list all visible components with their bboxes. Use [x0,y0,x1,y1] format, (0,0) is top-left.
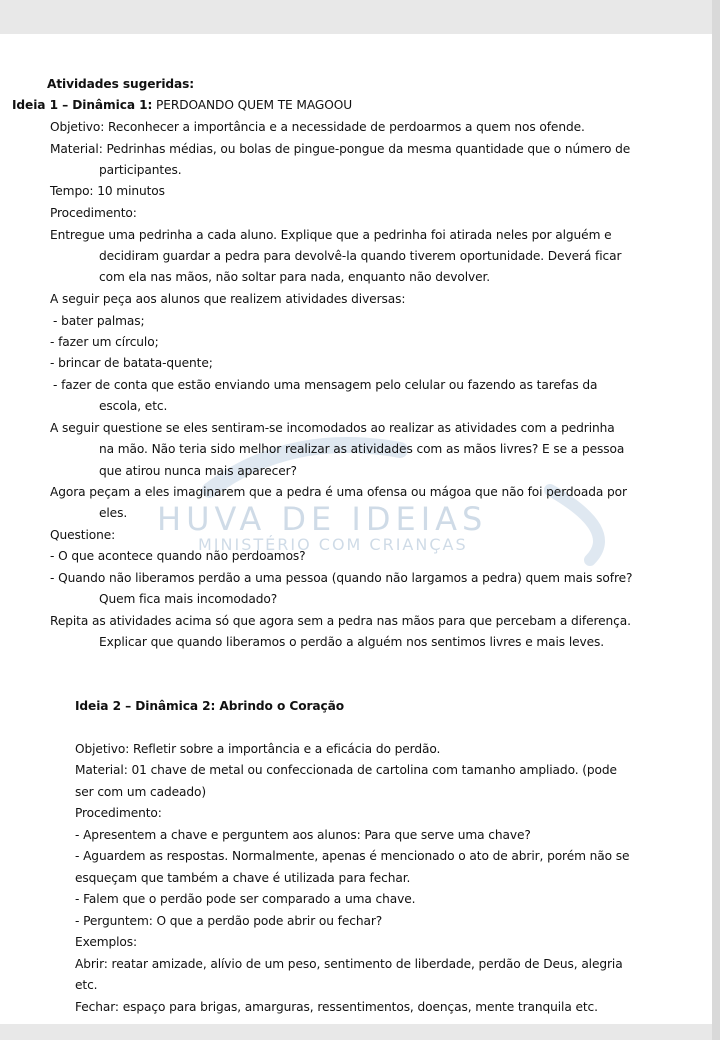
body-line: Fechar: espaço para brigas, amarguras, ressentimentos, doenças, mente tranquila etc. [75,1000,598,1014]
body-line: - Aguardem as respostas. Normalmente, apenas é mencionado o ato de abrir, porém não se [75,849,630,863]
body-line: Agora peçam a eles imaginarem que a pedra é uma ofensa ou mágoa que não foi perdoada por [50,485,627,499]
scroll-edge [712,0,720,1040]
body-line: esqueçam que também a chave é utilizada para fechar. [75,871,411,885]
body-line: - O que acontece quando não perdoamos? [50,549,306,563]
body-line: Material: Pedrinhas médias, ou bolas de pingue-pongue da mesma quantidade que o número de [50,142,631,156]
body-line: que atirou nunca mais aparecer? [99,464,297,478]
idea2-title: Ideia 2 – Dinâmica 2: Abrindo o Coração [75,699,345,713]
body-line: participantes. [99,163,182,177]
body-line: Entregue uma pedrinha a cada aluno. Explique que a pedrinha foi atirada neles por alguém e [50,228,612,242]
body-line: - brincar de batata-quente; [50,356,213,370]
section1-heading: Atividades sugeridas: [47,77,195,91]
body-line: ser com um cadeado) [75,785,207,799]
body-line: Explicar que quando liberamos o perdão a alguém nos sentimos livres e mais leves. [99,635,605,649]
body-line: decidiram guardar a pedra para devolvê-la quando tiverem oportunidade. Deverá ficar [99,249,622,263]
body-line: - fazer um círculo; [50,335,159,349]
body-line: A seguir questione se eles sentiram-se incomodados ao realizar as atividades com a pedrinha [50,421,615,435]
body-line: Tempo: 10 minutos [50,184,165,198]
body-line: Material: 01 chave de metal ou confeccionada de cartolina com tamanho ampliado. (pode [75,763,617,777]
body-line: Objetivo: Reconhecer a importância e a necessidade de perdoarmos a quem nos ofende. [50,120,585,134]
body-line: - Falem que o perdão pode ser comparado a uma chave. [75,892,416,906]
body-line: - Perguntem: O que a perdão pode abrir ou fechar? [75,914,383,928]
body-line: na mão. Não teria sido melhor realizar as atividades com as mãos livres? E se a pessoa [99,442,625,456]
body-line: Procedimento: [50,206,137,220]
idea1-title-bold: Ideia 1 – Dinâmica 1: [12,98,153,112]
body-line: com ela nas mãos, não soltar para nada, enquanto não devolver. [99,270,491,284]
body-line: Objetivo: Refletir sobre a importância e a eficácia do perdão. [75,742,441,756]
body-line: Procedimento: [75,806,162,820]
body-line: A seguir peça aos alunos que realizem atividades diversas: [50,292,406,306]
body-line: - Quando não liberamos perdão a uma pessoa (quando não largamos a pedra) quem mais sofre? [50,571,633,585]
body-line: Exemplos: [75,935,138,949]
body-line: Abrir: reatar amizade, alívio de um peso, sentimento de liberdade, perdão de Deus, alegria [75,957,623,971]
body-line: Questione: [50,528,116,542]
body-line: eles. [99,506,128,520]
watermark-subtitle: MINISTÉRIO COM CRIANÇAS [198,535,468,554]
idea1-title-rest: PERDOANDO QUEM TE MAGOOU [152,98,353,112]
body-line: etc. [75,978,98,992]
watermark-title: HUVA DE IDEIAS [157,500,488,538]
body-line: Repita as atividades acima só que agora sem a pedra nas mãos para que percebam a diferença. [50,614,631,628]
idea1-title [12,97,352,113]
body-line: - fazer de conta que estão enviando uma mensagem pelo celular ou fazendo as tarefas da [53,378,598,392]
body-line: - bater palmas; [53,314,145,328]
body-line: - Apresentem a chave e perguntem aos alunos: Para que serve uma chave? [75,828,531,842]
body-line: Quem fica mais incomodado? [99,592,278,606]
body-line: escola, etc. [99,399,168,413]
